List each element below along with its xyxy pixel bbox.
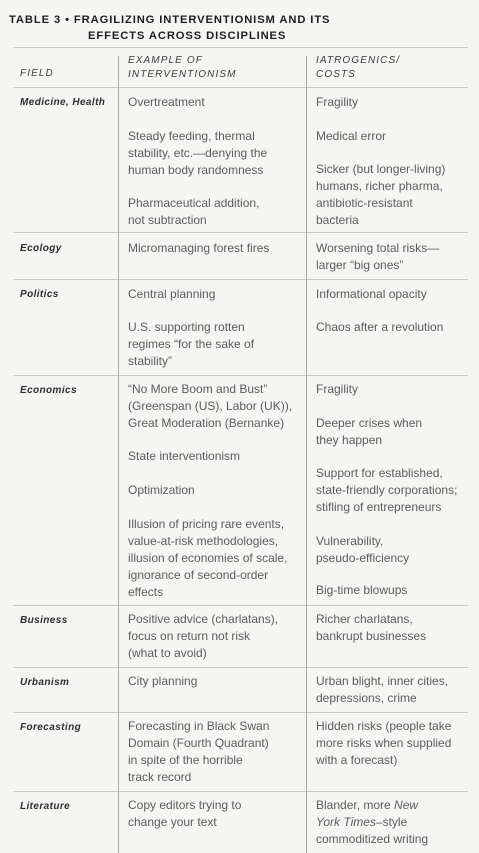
cell-line: Vulnerability, bbox=[316, 534, 384, 548]
example-cell bbox=[128, 94, 308, 111]
cell-line: U.S. supporting rotten bbox=[128, 320, 245, 334]
cell-line: track record bbox=[128, 770, 192, 784]
example-cell bbox=[128, 673, 308, 690]
cell-line: ignorance of second-order bbox=[128, 568, 269, 582]
example-cell bbox=[128, 286, 308, 303]
cell-line: regimes “for the sake of bbox=[128, 337, 255, 351]
cell-italic-text: New bbox=[394, 798, 419, 812]
field-label: Politics bbox=[20, 289, 59, 300]
cell-line: illusion of economies of scale, bbox=[128, 551, 288, 565]
cell-line: (Greenspan (US), Labor (UK)), bbox=[128, 399, 293, 413]
cell-line: Urban blight, inner cities, bbox=[316, 674, 449, 688]
cell-line: Deeper crises when bbox=[316, 416, 423, 430]
header-costs bbox=[316, 54, 400, 82]
cell-italic-text: York Times bbox=[316, 815, 376, 829]
title-line-2: EFFECTS ACROSS DISCIPLINES bbox=[88, 30, 287, 42]
cell-line: Big-time blowups bbox=[316, 583, 408, 597]
example-cell bbox=[128, 319, 308, 370]
cell-line: Chaos after a revolution bbox=[316, 320, 444, 334]
cell-line: Medical error bbox=[316, 129, 387, 143]
cell-line: focus on return not risk bbox=[128, 629, 251, 643]
example-cell bbox=[128, 240, 308, 257]
cost-cell bbox=[316, 161, 474, 229]
field-label: Forecasting bbox=[20, 722, 82, 733]
header-costs-line-2: COSTS bbox=[316, 69, 356, 80]
example-cell bbox=[128, 797, 308, 831]
cell-line: humans, richer pharma, bbox=[316, 179, 443, 193]
cell-line: Micromanaging forest fires bbox=[128, 241, 270, 255]
header-costs-line-1: IATROGENICS/ bbox=[316, 55, 401, 66]
table-title bbox=[9, 12, 469, 44]
cell-line: depressions, crime bbox=[316, 691, 417, 705]
cell-line: Optimization bbox=[128, 483, 195, 497]
cell-line: value-at-risk methodologies, bbox=[128, 534, 279, 548]
cost-cell bbox=[316, 286, 474, 303]
rule-below-title bbox=[13, 47, 468, 48]
cell-line: Fragility bbox=[316, 95, 359, 109]
cost-cell bbox=[316, 718, 474, 769]
rule-row-1 bbox=[13, 232, 468, 233]
cost-cell bbox=[316, 415, 474, 449]
cell-line: effects bbox=[128, 585, 164, 599]
cell-line: bankrupt businesses bbox=[316, 629, 427, 643]
header-example bbox=[128, 54, 237, 82]
cost-cell bbox=[316, 673, 474, 707]
field-label: Economics bbox=[20, 385, 77, 396]
example-cell bbox=[128, 128, 308, 179]
cell-line: pseudo-efficiency bbox=[316, 551, 410, 565]
cell-line bbox=[316, 814, 474, 831]
cell-line: Hidden risks (people take bbox=[316, 719, 452, 733]
title-line-1: TABLE 3 • FRAGILIZING INTERVENTIONISM AND ITS bbox=[9, 14, 331, 26]
cell-line: Support for established, bbox=[316, 466, 443, 480]
header-example-line-2: INTERVENTIONISM bbox=[128, 69, 237, 80]
cell-line: Pharmaceutical addition, bbox=[128, 196, 260, 210]
field-label: Urbanism bbox=[20, 677, 70, 688]
cell-line: with a forecast) bbox=[316, 753, 398, 767]
cost-cell bbox=[316, 611, 474, 645]
cell-line: Sicker (but longer-living) bbox=[316, 162, 446, 176]
cell-line: Steady feeding, thermal bbox=[128, 129, 255, 143]
cell-line: stifling of entrepreneurs bbox=[316, 500, 442, 514]
rule-row-3 bbox=[13, 375, 468, 376]
rule-row-4 bbox=[13, 605, 468, 606]
example-cell bbox=[128, 381, 308, 432]
field-label: Literature bbox=[20, 801, 71, 812]
header-example-line-1: EXAMPLE OF bbox=[128, 55, 203, 66]
cell-line: stability” bbox=[128, 354, 173, 368]
cost-cell bbox=[316, 797, 474, 848]
cell-text: –style bbox=[375, 815, 408, 829]
example-cell bbox=[128, 516, 308, 601]
example-cell bbox=[128, 718, 308, 786]
cell-line bbox=[316, 797, 474, 814]
cost-cell bbox=[316, 582, 474, 599]
cell-line: state-friendly corporations; bbox=[316, 483, 458, 497]
cell-line: Forecasting in Black Swan bbox=[128, 719, 270, 733]
cost-cell bbox=[316, 128, 474, 145]
cell-line: larger “big ones” bbox=[316, 258, 404, 272]
cell-line: Overtreatment bbox=[128, 95, 205, 109]
cell-line: in spite of the horrible bbox=[128, 753, 243, 767]
cost-cell bbox=[316, 465, 474, 516]
cell-line: State interventionism bbox=[128, 449, 241, 463]
example-cell bbox=[128, 611, 308, 662]
cell-line: Fragility bbox=[316, 382, 359, 396]
cell-line: human body randomness bbox=[128, 163, 264, 177]
cost-cell bbox=[316, 319, 474, 336]
cell-line: Worsening total risks— bbox=[316, 241, 440, 255]
rule-row-6 bbox=[13, 712, 468, 713]
cell-line: more risks when supplied bbox=[316, 736, 452, 750]
cell-line: Richer charlatans, bbox=[316, 612, 413, 626]
cell-line: Informational opacity bbox=[316, 287, 427, 301]
cell-line: Domain (Fourth Quadrant) bbox=[128, 736, 269, 750]
field-label: Medicine, Health bbox=[20, 97, 106, 108]
cell-line: Great Moderation (Bernanke) bbox=[128, 416, 285, 430]
cell-line: City planning bbox=[128, 674, 198, 688]
cell-line: Positive advice (charlatans), bbox=[128, 612, 279, 626]
column-divider-1 bbox=[118, 56, 119, 853]
example-cell bbox=[128, 448, 308, 465]
field-label: Business bbox=[20, 615, 68, 626]
rule-below-header bbox=[13, 87, 468, 88]
example-cell bbox=[128, 195, 308, 229]
cell-line: change your text bbox=[128, 815, 217, 829]
cell-line: (what to avoid) bbox=[128, 646, 207, 660]
example-cell bbox=[128, 482, 308, 499]
cell-line: they happen bbox=[316, 433, 383, 447]
cost-cell bbox=[316, 381, 474, 398]
cell-line: stability, etc.—denying the bbox=[128, 146, 268, 160]
cell-line: Copy editors trying to bbox=[128, 798, 242, 812]
cost-cell bbox=[316, 240, 474, 274]
cell-line: not subtraction bbox=[128, 213, 207, 227]
cell-line: bacteria bbox=[316, 213, 359, 227]
rule-row-2 bbox=[13, 279, 468, 280]
cell-line: Central planning bbox=[128, 287, 216, 301]
rule-row-5 bbox=[13, 667, 468, 668]
cell-text: Blander, more bbox=[316, 798, 395, 812]
header-field: FIELD bbox=[20, 68, 54, 79]
rule-row-7 bbox=[13, 791, 468, 792]
cell-line: “No More Boom and Bust” bbox=[128, 382, 268, 396]
cost-cell bbox=[316, 533, 474, 567]
cell-line: antibiotic-resistant bbox=[316, 196, 413, 210]
field-label: Ecology bbox=[20, 243, 62, 254]
cost-cell bbox=[316, 94, 474, 111]
cell-line: commoditized writing bbox=[316, 832, 429, 846]
cell-line: Illusion of pricing rare events, bbox=[128, 517, 285, 531]
